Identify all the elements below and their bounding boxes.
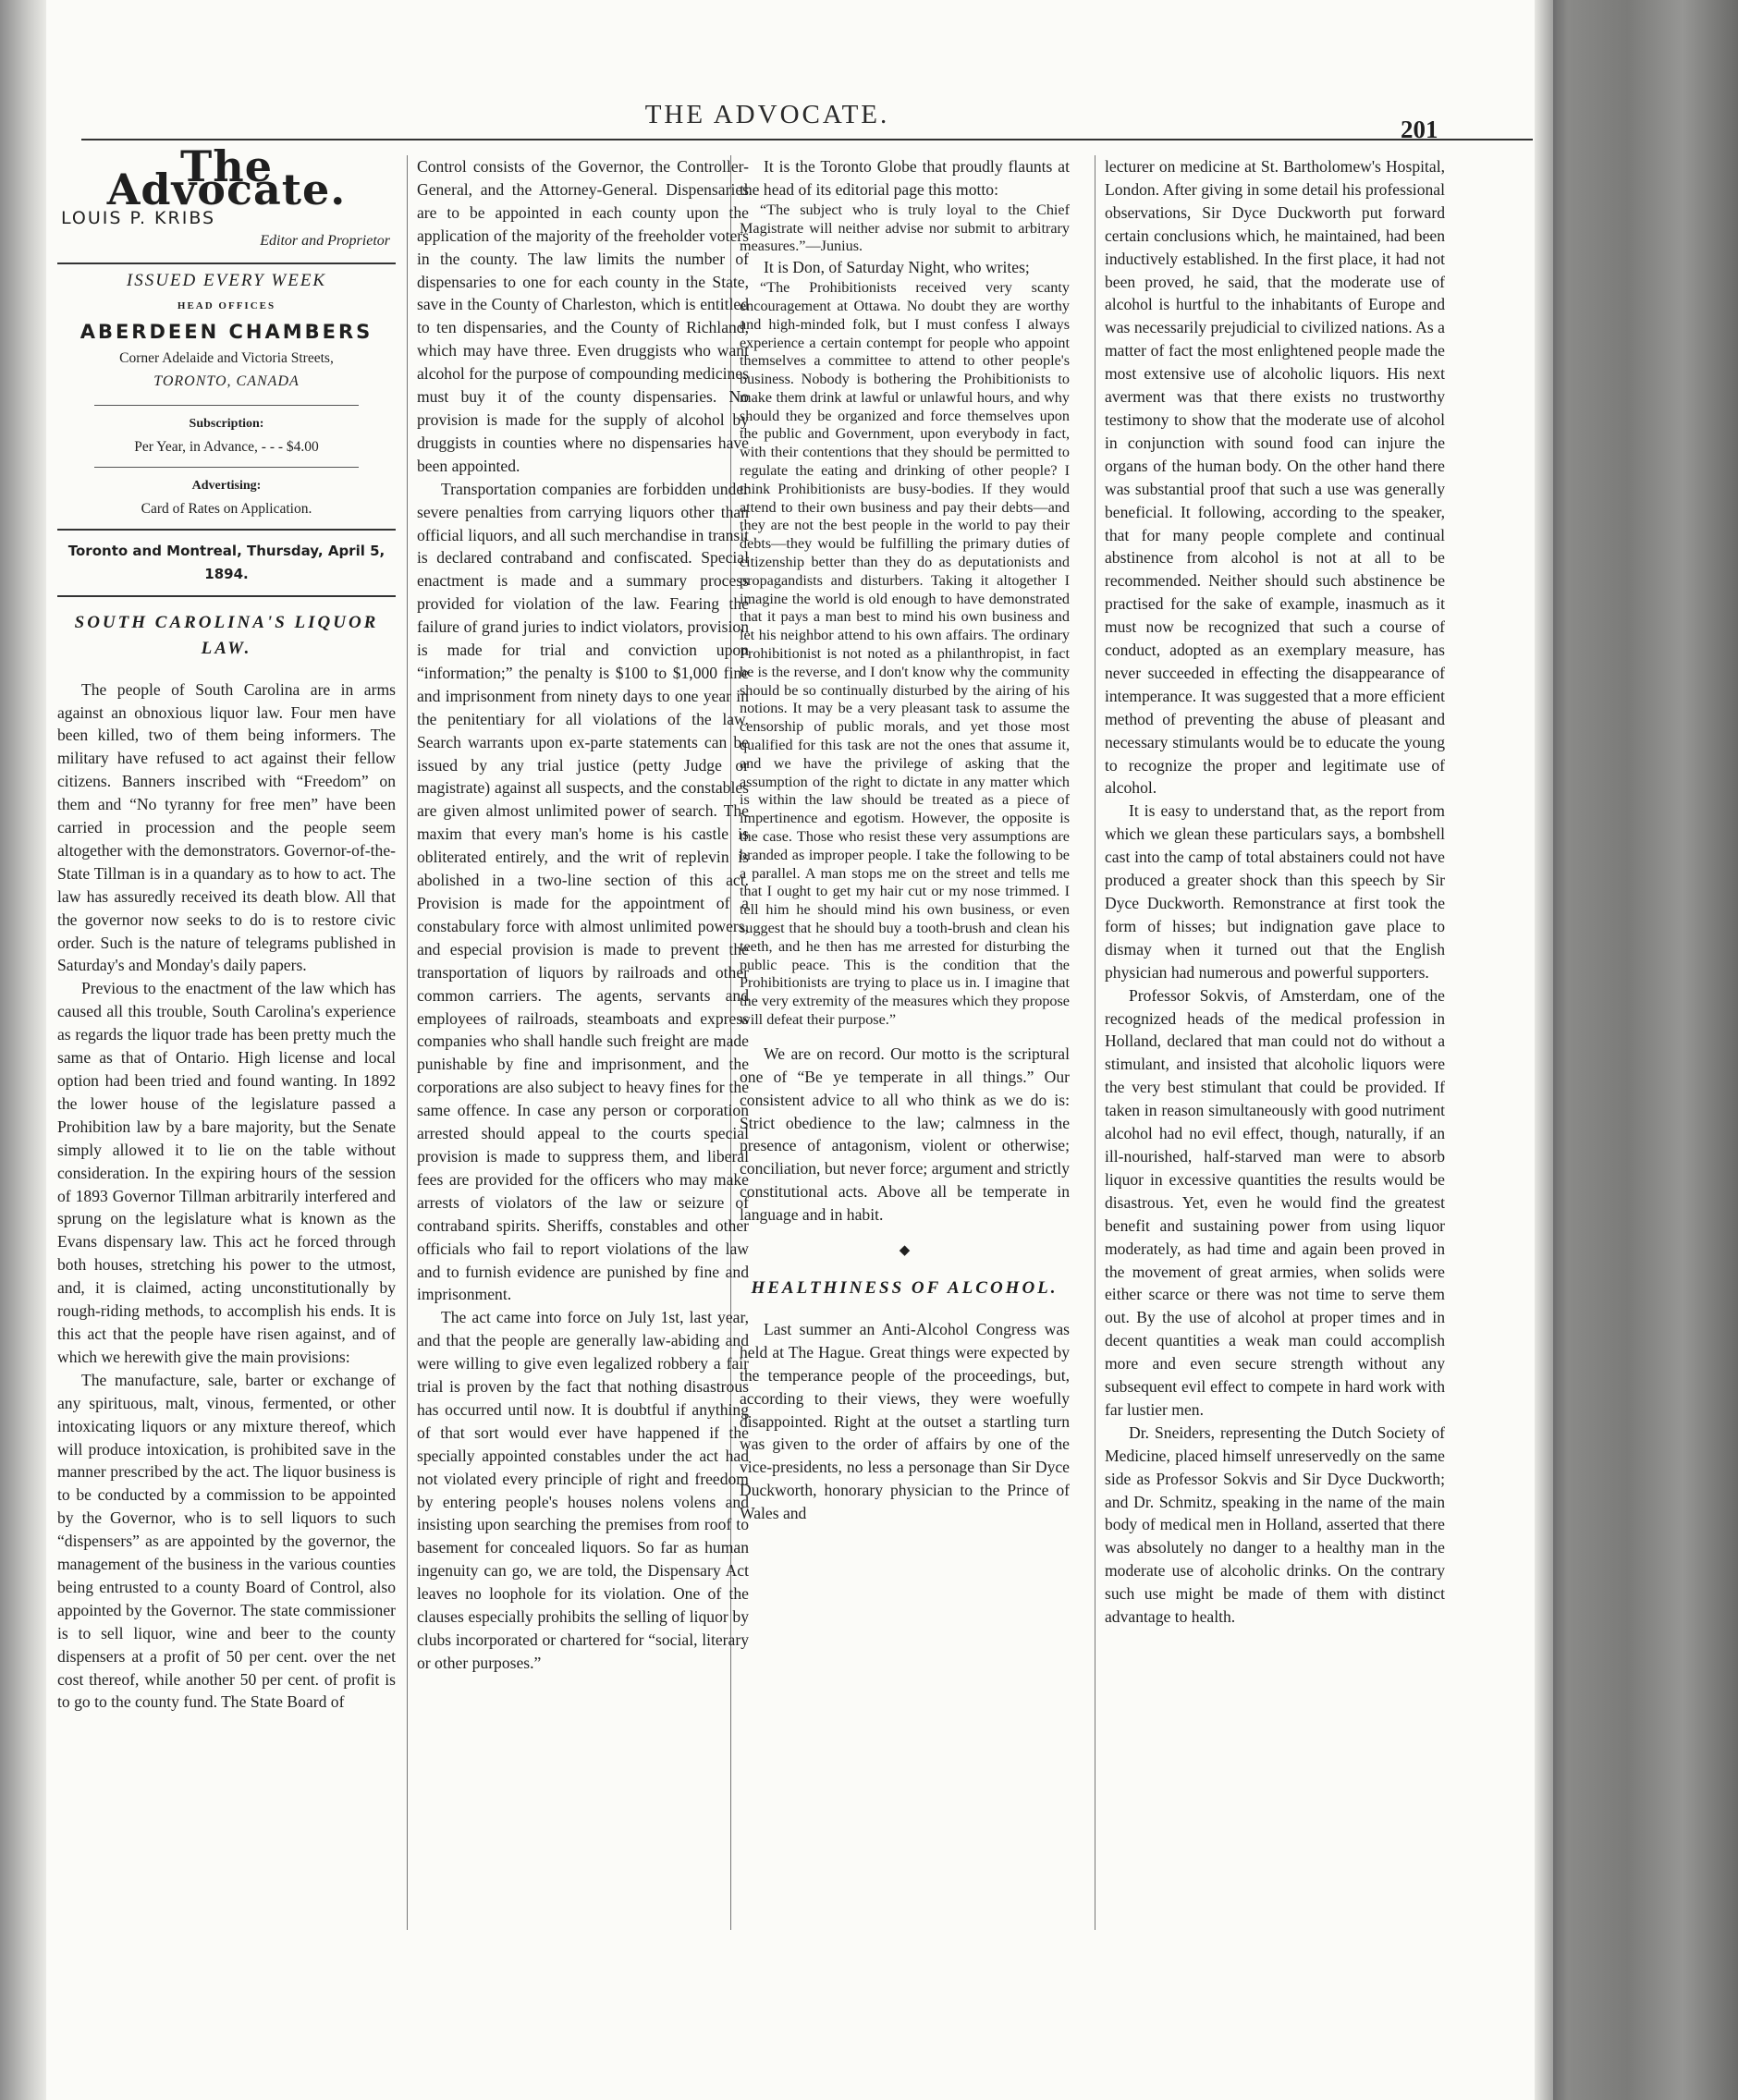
page-left-margin (0, 0, 46, 2100)
city-line: TORONTO, CANADA (153, 373, 300, 390)
masthead-title: The Advocate. (106, 141, 347, 214)
article-paragraph: Dr. Sneiders, representing the Dutch Society of Medicine, placed himself unreservedly on the same side as Professor Sokvis and Sir Dyce Duckworth; and Dr. Schmitz, speaking in the name of the main body of medical men in Holland, asserted that there was absolutely no danger to a healthy man in the moderate use of alcoholic drinks. On the contrary such use might be made of them with distinct advantage to health. (1105, 1422, 1445, 1627)
article-paragraph: It is Don, of Saturday Night, who writes; (764, 258, 1030, 277)
issue-dateline: Toronto and Montreal, Thursday, April 5, 1894. (67, 542, 386, 582)
article-paragraph: It is easy to understand that, as the report from which we glean these particulars says, a bombshell cast into the camp of total abstainers could not have produced a greater shock than this speech by Sir Dyce Duckworth. Remonstrance at first took the form of hisses; but indignation gave place to dismay when it turned out that the English physician had numerous and powerful supporters. (1105, 801, 1445, 982)
masthead-rule (94, 405, 359, 406)
running-title: THE ADVOCATE. (644, 100, 890, 129)
page-number: 201 (1401, 116, 1438, 143)
article-paragraph: We are on record. Our motto is the scriptural one of “Be ye temperate in all things.” Our consistent advice to all who think as we do is: Strict obedience to the law; calmness in the presence of antagonism, violent or otherwise; conciliation, but never force; argument and strictly constitutional acts. Above all be temperate in language and in habit. (740, 1044, 1070, 1225)
article-paragraph: The people of South Carolina are in arms against an obnoxious liquor law. Four men have been killed, two of them being informers. The military have refused to act against their fellow citizens. Banners inscribed with “Freedom” on them and “No tyranny for free men” have been carried in procession and the people seem altogether with the demonstrators. Governor-of-the-State Tillman is in a quandary as to how to act. The law has assuredly received its death blow. All that the governor now seeks to do is to restore civic order. Such is the nature of telegrams published in Saturday's and Monday's daily papers. (57, 679, 396, 975)
masthead-rule (94, 467, 359, 468)
column-4 (1105, 155, 1445, 1629)
section-ornament: ◆ (899, 1243, 911, 1259)
head-offices-label: HEAD OFFICES (177, 299, 276, 311)
masthead-rule (57, 529, 396, 531)
block-quote: “The Prohibitionists received very scanty encouragement at Ottawa. No doubt they are worthy and high-minded folk, but I must confess I always experience a certain contempt for people who appoint themselves a committee to attend to other people's business. Nobody is bothering the Prohibitionists to make them drink at lawful or unlawful hours, and why should they be organized and force themselves upon the public and Government, upon everybody in fact, with their contentions that they should be permitted to regulate the eating and drinking of other people? I think Prohibitionists are busy-bodies. If they would attend to their own business and pay their debts—and they are not the best people in the world to pay their debts—they would be fulfilling the primary duties of citizenship better than they do as deputationists and propagandists and disturbers. Taking it altogether I imagine the world is old enough to have demonstrated that it pays a man best to mind his own business and let his neighbor attend to his own affairs. The ordinary Prohibitionist is not noted as a philanthropist, in fact he is the reverse, and I don't know why the community should be so continually disturbed by the airing of his notions. It may be a very pleasant task to assume the censorship of public morals, and yet those most qualified for this task are not the ones that assume it, and we have the privilege of asking that the assumption of the right to dictate in any matter which is within the law should be treated as a piece of impertinence and egotism. However, the opposite is the case. Those who resist these very assumptions are branded as improper people. I take the following to be a parallel. A man stops me on the street and tells me that I ought to get my hair cut or my nose trimmed. I tell him he should mind his own business, or even suggest that he should buy a tooth-brush and clean his teeth, and he then has me arrested for disturbing the public peace. This is the condition that the Prohibitionists are trying to place us in. I imagine that the very extremity of the measures which they propose will defeat their purpose.” (740, 279, 1070, 1028)
article-paragraph: Previous to the enactment of the law which has caused all this trouble, South Carolina's experience as regards the liquor trade has been pretty much the same as that of Ontario. High license and local option had been tried and found wanting. In 1892 the lower house of the legislature passed a Prohibition law by a bare majority, but the Senate simply allowed it to lie on the table without consideration. In the expiring hours of the session of 1893 Governor Tillman arbitrarily interfered and sprung on the legislature what is known as the Evans dispensary law. This act he forced through both houses, stretching his power to the utmost, and, it is claimed, acting unconstitutionally by rough-riding methods, to accomplish his ends. It is this act that the people have risen against, and of which we herewith give the main provisions: (57, 979, 396, 1366)
masthead-rule (57, 262, 396, 264)
article-paragraph: Transportation companies are forbidden under severe penalties from carrying liquors other than official liquors, and all such merchandise in transit is declared contraband and confiscated. Special enactment is made and a summary process provided for violation of the law. Fearing the failure of grand juries to indict violators, provision is made for trial and conviction upon “information;” the penalty is $100 to $1,000 fine and imprisonment from ninety days to one year in the penitentiary for all violations of the law. Search warrants upon ex-parte statements can be issued by any trial justice (petty Judge or magistrate) against all suspects, and the constables are given almost unlimited power of search. The maxim that every man's home is his castle is obliterated entirely, and the writ of replevin is abolished in a two-line section of this act. Provision is made for the appointment of a constabulary force with almost unlimited powers, and especial provision is made to prevent the transportation of liquors by railroads and other common carriers. The agents, servants and employees of railroads, steamboats and express companies who shall handle such freight are made punishable by fine and imprisonment, and the corporations are also subject to heavy fines for the same offence. In case any person or corporation arrested should appeal to the courts special provision is made to suppress them, and liberal fees are provided for the officers who may make arrests of violators of the law or seizure of contraband spirits. Sheriffs, constables and other officials who fail to report violations of the law and to furnish evidence are punished by fine and imprisonment. (417, 479, 749, 1304)
book-binding (1553, 0, 1738, 2100)
editor-role: Editor and Proprietor (260, 232, 390, 249)
advertising-heading: Advertising: (191, 478, 262, 493)
article-headline-south-carolina: SOUTH CAROLINA'S LIQUOR LAW. (74, 612, 379, 658)
article-paragraph: The act came into force on July 1st, last year, and that the people are generally law-abiding and were willing to give even legalized robbery a fair trial is proven by the fact that nothing disastrous has occurred until now. It is doubtful if anything of that sort would ever have happened if the specially appointed constables under the act had not violated every principle of right and freedom by entering people's houses nolens volens and insisting upon searching the premises from roof to basement for concealed liquors. So far as human ingenuity can go, we are told, the Dispensary Act leaves no loophole for its violation. One of the clauses especially prohibits the selling of liquor by clubs incorporated or chartered for “social, literary or other purposes.” (417, 1308, 749, 1672)
article-paragraph: Last summer an Anti-Alcohol Congress was held at The Hague. Great things were expected by the temperance people of the proceedings, but, according to their views, they were woefully disappointed. Right at the outset a startling turn was given to the order of affairs by one of the vice-presidents, no less a personage than Sir Dyce Duckworth, honorary physician to the Prince of Wales and (740, 1319, 1070, 1523)
issued-line: ISSUED EVERY WEEK (126, 270, 327, 290)
page-edge (1535, 0, 1555, 2100)
masthead-rule (57, 595, 396, 597)
block-quote: “The subject who is truly loyal to the Chief Magistrate will neither advise nor submit to arbitrary measures.”—Junius. (740, 201, 1070, 255)
article-paragraph: lecturer on medicine at St. Bartholomew's Hospital, London. After giving in some detail his professional observations, Sir Dyce Duckworth put forward certain conclusions which, he maintained, had been inductively established. In the first place, it had not been proved, he said, that the moderate use of alcohol is hurtful to the inhabitants of Europe and was necessarily prejudicial to civilized nations. As a matter of fact the most enlightened people made the most extensive use of alcoholic liquors. His next averment was that there exists no trustworthy testimony to show that the moderate use of alcohol in conjunction with sound food can injure the organs of the human body. On the other hand there was substantial proof that such a use was generally beneficial. It following, according to the speaker, that for many people complete and continual abstinence from alcohol is not at all to be recommended. Neither should such abstinence be practised for the sake of example, inasmuch as it must now be recognized that such a course of conduct, adopted as an exemplary measure, has never succeeded in effecting the disappearance of intemperance. It was suggested that a more efficient method of preventing the abuse of pleasant and necessary stimulants would be to educate the young to recognize the proper and legitimate use of alcohol. (1105, 157, 1445, 798)
column-2 (417, 155, 749, 1675)
article-headline-healthiness: HEALTHINESS OF ALCOHOL. (751, 1277, 1059, 1298)
article-paragraph: Control consists of the Governor, the Controller-General, and the Attorney-General. Dispensaries are to be appointed in each county upon the application of the majority of the freeholder voters in the county. The law limits the number of dispensaries to one for each county in the State, save in the County of Charleston, which is entitled to ten dispensaries, and the County of Richland, which may have three. Even druggists who want alcohol for the purpose of compounding medicines must buy it of the county dispensaries. No provision is made for the supply of alcohol by druggists in counties where no dispensaries have been appointed. (417, 157, 749, 475)
article-paragraph: The manufacture, sale, barter or exchange of any spirituous, malt, vinous, fermented, or other intoxicating liquors or any mixture thereof, which will produce intoxication, is prohibited save in the manner prescribed by the act. The liquor business is to be conducted by a commission to be appointed by the Governor, who is to sell liquors to such “dispensers” as are appointed by the governor, the management of the business in the various counties being entrusted to a county Board of Control, also appointed by the Governor. The state commissioner is to sell liquor, wine and beer to the county dispensers at a profit of 50 per cent. over the net cost thereof, while another 50 per cent. of profit is to go to the county fund. The State Board of (57, 1370, 396, 1712)
column-3 (740, 155, 1070, 1525)
article-paragraph: Professor Sokvis, of Amsterdam, one of the recognized heads of the medical profession in Holland, declared that man could not do without a stimulant, and insisted that alcoholic liquors were the very best stimulant that could be provided. If taken in reason simultaneously with good nutriment alcohol had no evil effect, though, naturally, if an ill-nourished, half-starved man were to absorb liquor in excessive quantities the results would be disastrous. Yet, even he would find the greatest benefit and sustaining power from using liquor moderately, as had time and again been proved in the movement of great armies, when solids were either scarce or there was not time to serve them out. By the use of alcohol at proper times and in decent quantities a weak man could accomplish more and even secure strength without any subsequent evil effect to compete in hard work with far lustier men. (1105, 985, 1445, 1419)
header-rule (81, 139, 1533, 140)
address-line: Corner Adelaide and Victoria Streets, (119, 350, 334, 367)
column-1 (57, 141, 396, 1714)
editor-name: LOUIS P. KRIBS (61, 207, 216, 228)
building-name: ABERDEEN CHAMBERS (80, 321, 373, 344)
advertising-line: Card of Rates on Application. (141, 500, 312, 517)
subscription-heading: Subscription: (189, 417, 264, 432)
column-rule (407, 155, 408, 1930)
article-paragraph: It is the Toronto Globe that proudly flaunts at the head of its editorial page this motto: (740, 157, 1070, 199)
subscription-line: Per Year, in Advance, - - - $4.00 (134, 439, 319, 456)
